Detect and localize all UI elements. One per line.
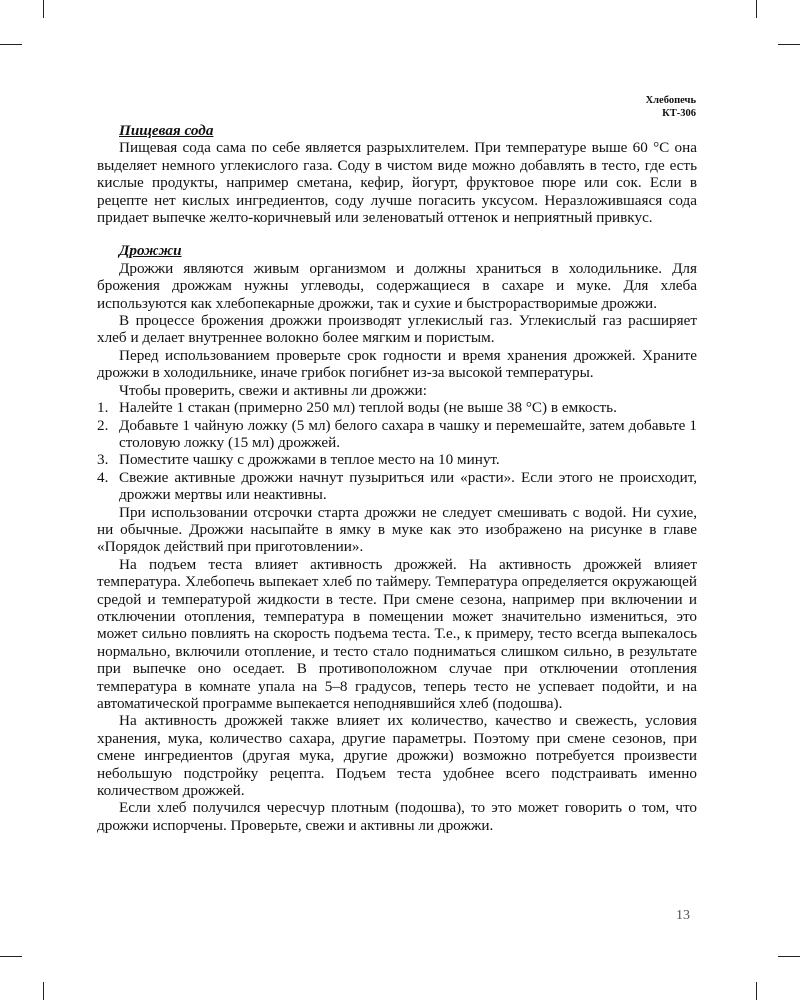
list-item-number: 1. (97, 399, 109, 417)
page-content (97, 122, 697, 834)
soda-section-heading: Пищевая сода (119, 122, 214, 139)
yeast-paragraph-6: На подъем теста влияет активность дрожжей. На активность дрожжей влияет температура. Хлебопечь выпекает хлеб по таймеру. Температура определяется окружающей средой и температурой жидкости в тесте. При смене сезона, например при включении и отключении отопления, температура в помещении может значительно измениться, это может сильно повлиять на скорость подъема теста. Т.е., к примеру, тесто всегда выпекалось нормально, включили отопление, и тесто стало подниматься слишком сильно, в результате при выпечке оно оседает. В противоположном случае при отключении отопления температура в комнате упала на 5–8 градусов, теперь тесто не успевает подойти, и на автоматической программе выпекается неподнявшийся хлеб (подошва). (97, 555, 697, 712)
list-item-number: 2. (97, 416, 109, 434)
header-model-number: КТ-306 (662, 108, 696, 119)
list-item (97, 451, 697, 468)
soda-paragraph: Пищевая сода сама по себе является разрыхлителем. При температуре выше 60 °С она выделяет немного углекислого газа. Соду в чистом виде можно добавлять в тесто, где есть кислые продукты, например сметана, кефир, йогурт, фруктовое пюре или сок. Если в рецепте нет кислых ингредиентов, соду лучше погасить уксусом. Неразложившаяся сода придает выпечке желто-коричневый или зеленоватый оттенок и неприятный привкус. (97, 139, 697, 227)
yeast-paragraph-5: При использовании отсрочки старта дрожжи не следует смешивать с водой. Ни сухие, ни обычные. Дрожжи насыпайте в ямку в муке как это изображено на рисунке в главе «Порядок действий при приготовлении». (97, 503, 697, 556)
crop-mark-top-left-horizontal (0, 44, 22, 45)
yeast-test-steps (97, 399, 697, 503)
list-item-text: Налейте 1 стакан (примерно 250 мл) теплой воды (не выше 38 °С) в емкость. (119, 399, 617, 417)
yeast-paragraph-3: Перед использованием проверьте срок годности и время хранения дрожжей. Храните дрожжи в холодильнике, иначе грибок погибнет из-за высокой температуры. (97, 346, 697, 382)
yeast-section-heading: Дрожжи (119, 242, 182, 260)
yeast-paragraph-4: Чтобы проверить, свежи и активны ли дрожжи: (119, 381, 427, 399)
crop-mark-top-right-vertical (756, 0, 757, 18)
crop-mark-bottom-right-vertical (756, 982, 757, 1000)
yeast-paragraph-7: На активность дрожжей также влияет их количество, качество и свежесть, условия хранения, мука, количество сахара, другие параметры. Поэтому при смене сезонов, при смене ингредиентов (другая мука, другие дрожжи) возможно потребуется произвести небольшую подстройку рецепта. Подъем теста удобнее всего подстраивать именно количеством дрожжей. (97, 712, 697, 800)
crop-mark-bottom-left-vertical (43, 982, 44, 1000)
yeast-paragraph-8: Если хлеб получился чересчур плотным (подошва), то это может говорить о том, что дрожжи испорчены. Проверьте, свежи и активны ли дрожжи. (97, 799, 697, 834)
page-number: 13 (676, 908, 690, 923)
list-item-number: 4. (97, 468, 109, 486)
list-item-text: Свежие активные дрожжи начнут пузыриться или «расти». Если этого не происходит, дрожжи мертвы или неактивны. (119, 468, 697, 504)
list-item (97, 399, 697, 416)
crop-mark-bottom-right-horizontal (778, 956, 800, 957)
list-item (97, 469, 697, 504)
list-item (97, 417, 697, 452)
list-item-text: Поместите чашку с дрожжами в теплое место на 10 минут. (119, 451, 500, 469)
yeast-paragraph-2: В процессе брожения дрожжи производят углекислый газ. Углекислый газ расширяет хлеб и делает внутреннее волокно более мягким и пористым. (97, 312, 697, 347)
crop-mark-top-left-vertical (43, 0, 44, 18)
header-product-name: Хлебопечь (645, 95, 696, 106)
section-gap (97, 226, 697, 242)
list-item-text: Добавьте 1 чайную ложку (5 мл) белого сахара в чашку и перемешайте, затем добавьте 1 столовую ложку (15 мл) дрожжей. (119, 416, 697, 451)
crop-mark-top-right-horizontal (778, 44, 800, 45)
yeast-paragraph-1: Дрожжи являются живым организмом и должны храниться в холодильнике. Для брожения дрожжам нужны углеводы, содержащиеся в сахаре и муке. Для хлеба используются как хлебопекарные дрожжи, так и сухие и быстрорастворимые дрожжи. (97, 259, 697, 312)
running-header (646, 94, 696, 120)
crop-mark-bottom-left-horizontal (0, 956, 22, 957)
list-item-number: 3. (97, 451, 109, 469)
